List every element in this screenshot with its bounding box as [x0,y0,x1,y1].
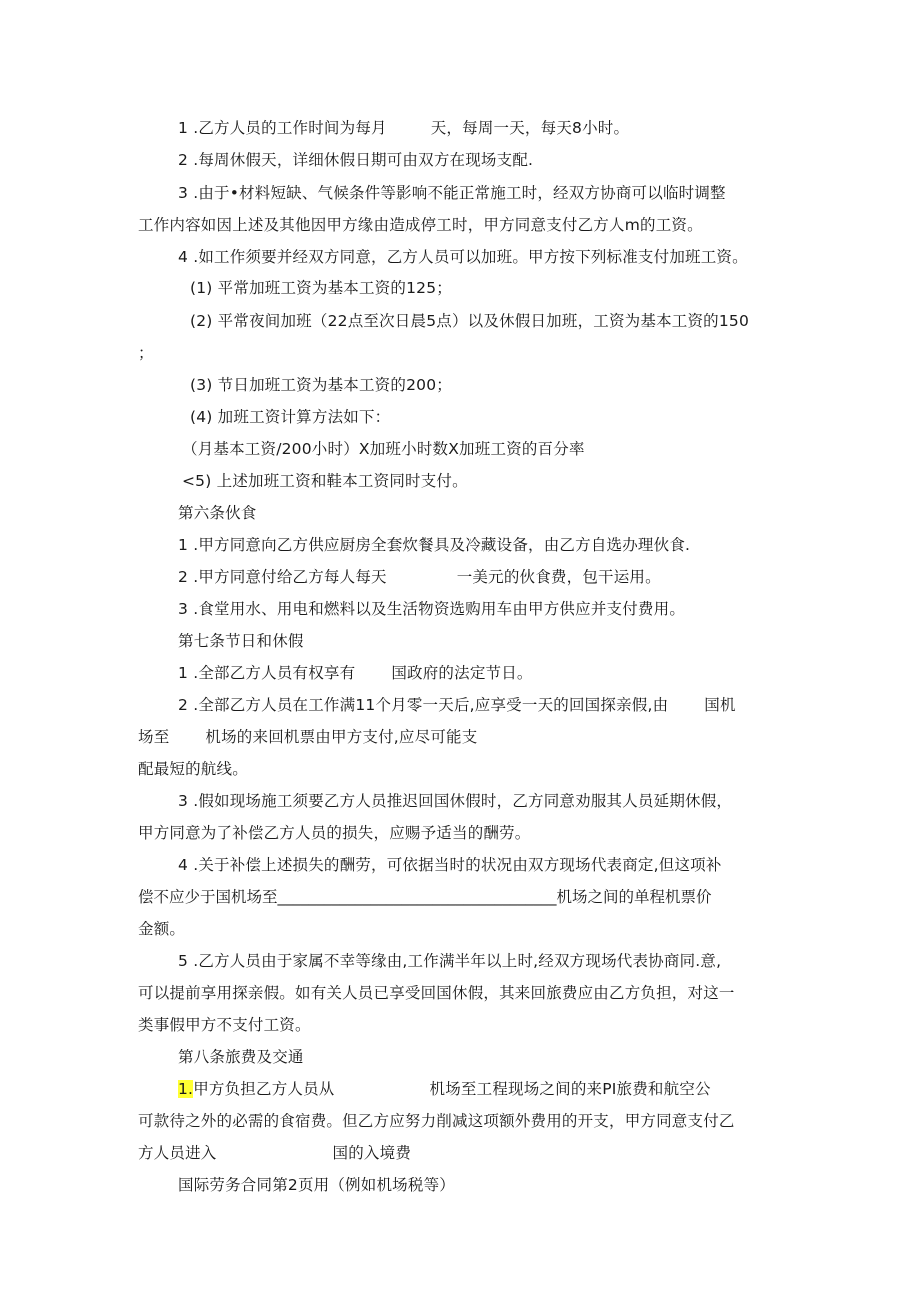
overtime-rule-4: (4) 加班工资计算方法如下： [190,408,391,426]
overtime-rule-1: (1) 平常加班工资为基本工资的125； [190,279,452,297]
clause-8-item-1-line2: 可款待之外的必需的食宿费。但乙方应努力削减这项额外费用的开支，甲方同意支付乙 [138,1112,735,1130]
clause-5-item-3-line1: 3 .由于•材料短缺、气候条件等影响不能正常施工时，经双方协商可以临时调整 [178,184,726,202]
overtime-rule-5: <5) 上述加班工资和鞋本工资同时支付。 [182,472,468,490]
heading-clause-8: 第八条旅费及交通 [178,1048,304,1066]
clause-7-item-5-line1: 5 .乙方人员由于家属不幸等缘由,工作满半年以上时,经双方现场代表协商同.意, [178,952,722,970]
clause-7-item-3-line1: 3 .假如现场施工须要乙方人员推迟回国休假时，乙方同意劝服其人员延期休假， [178,792,733,810]
clause-5-item-1: 1 .乙方人员的工作时间为每月 天，每周一天，每天8小时。 [178,119,630,137]
clause-7-item-5-line2: 可以提前享用探亲假。如有关人员已享受回国休假，其来回旅费应由乙方负担，对这一 [138,984,735,1002]
clause-7-item-4-line3: 金额。 [138,920,186,938]
highlighted-number: 1. [178,1080,194,1098]
overtime-formula: （月基本工资/200小时）X加班小时数X加班工资的百分率 [182,440,585,458]
overtime-rule-2-line2: ； [138,344,154,362]
clause-7-item-5-line3: 类事假甲方不支付工资。 [138,1016,311,1034]
clause-5-item-2: 2 .每周休假天，详细休假日期可由双方在现场支配. [178,151,534,169]
heading-clause-7: 第七条节日和休假 [178,632,304,650]
clause-7-item-1: 1 .全部乙方人员有权享有 国政府的法定节日。 [178,664,533,682]
clause-6-item-1: 1 .甲方同意向乙方供应厨房全套炊餐具及冷藏设备，由乙方自选办理伙食. [178,536,691,554]
clause-7-item-2-line3: 配最短的航线。 [138,760,248,778]
clause-7-item-2-line1: 2 .全部乙方人员在工作满11个月零一天后,应享受一天的回国探亲假,由 国机 [178,696,736,714]
clause-6-item-2: 2 .甲方同意付给乙方每人每天 一美元的伙食费，包干运用。 [178,568,661,586]
clause-7-item-4-line2: 偿不应少于国机场至____________________________________机场之间的单程机票价 [138,888,712,906]
clause-7-item-2-line2: 场至 机场的来回机票由甲方支付,应尽可能支 [138,728,478,746]
clause-7-item-3-line2: 甲方同意为了补偿乙方人员的损失，应赐予适当的酬劳。 [138,824,531,842]
overtime-rule-2-line1: (2) 平常夜间加班（22点至次日晨5点）以及休假日加班，工资为基本工资的150 [190,312,750,330]
overtime-rule-3: (3) 节日加班工资为基本工资的200； [190,376,452,394]
clause-8-item-1-line3: 方人员进入 国的入境费 [138,1144,412,1162]
clause-8-item-1-line1: 1.甲方负担乙方人员从 机场至工程现场之间的来PI旅费和航空公 [178,1080,711,1098]
clause-6-item-3: 3 .食堂用水、用电和燃料以及生活物资选购用车由甲方供应并支付费用。 [178,600,686,618]
clause-5-item-3-line2: 工作内容如因上述及其他因甲方缘由造成停工时，甲方同意支付乙方人m的工资。 [138,216,703,234]
heading-clause-6: 第六条伙食 [178,504,257,522]
clause-7-item-4-line1: 4 .关于补偿上述损失的酬劳，可依据当时的状况由双方现场代表商定,但这项补 [178,856,722,874]
clause-5-item-4: 4 .如工作须要并经双方同意，乙方人员可以加班。甲方按下列标准支付加班工资。 [178,248,748,266]
page-footer-line: 国际劳务合同第2页用（例如机场税等） [178,1176,455,1194]
